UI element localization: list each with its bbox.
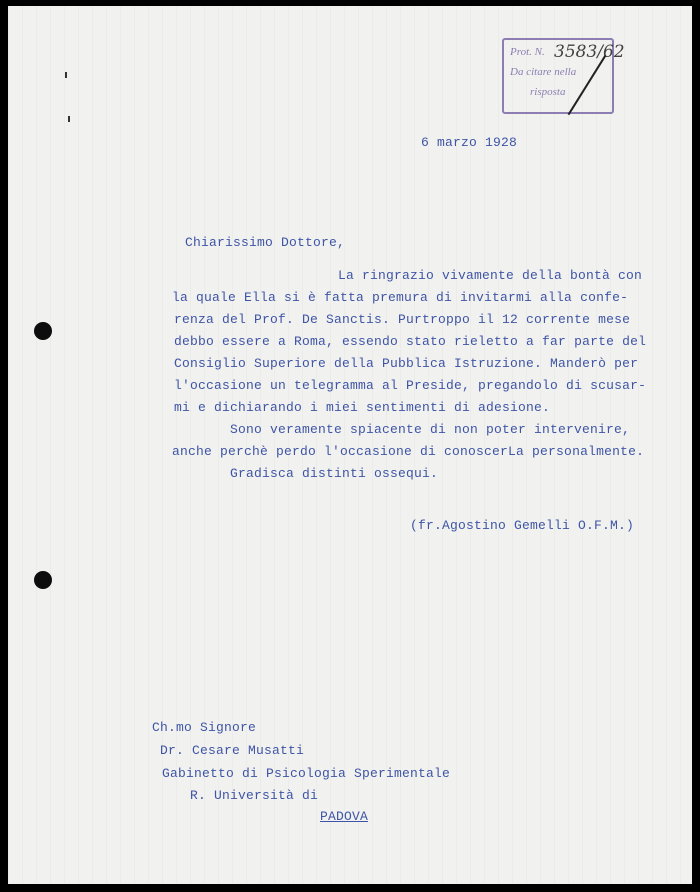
ink-mark [65, 72, 67, 78]
body-line: anche perchè perdo l'occasione di conoscerLa personalmente. [172, 444, 645, 459]
address-line: Dr. Cesare Musatti [160, 743, 305, 758]
body-line: l'occasione un telegramma al Preside, pregandolo di scusar- [174, 378, 647, 393]
salutation: Chiarissimo Dottore, [185, 235, 346, 250]
body-line: debbo essere a Roma, essendo stato rieletto a far parte del [174, 334, 647, 349]
body-line: La ringrazio vivamente della bontà con [338, 268, 643, 283]
body-line: Sono veramente spiacente di non poter intervenire, [230, 422, 631, 437]
address-line: R. Università di [190, 788, 319, 803]
stamp-label: risposta [530, 86, 566, 98]
body-line: la quale Ella si è fatta premura di invitarmi alla confe- [172, 290, 629, 305]
stamp-label: Prot. N. [510, 46, 545, 58]
stamp-label: Da citare nella [510, 66, 577, 78]
body-line: Gradisca distinti ossequi. [230, 466, 439, 481]
body-line: renza del Prof. De Sanctis. Purtroppo il 12 corrente mese [174, 312, 631, 327]
address-city: PADOVA [320, 809, 369, 824]
ink-mark [68, 116, 70, 122]
body-line: mi e dichiarando i miei sentimenti di adesione. [174, 400, 551, 415]
punch-hole [34, 571, 52, 589]
letter-date: 6 marzo 1928 [421, 135, 518, 150]
body-line: Consiglio Superiore della Pubblica Istruzione. Manderò per [174, 356, 639, 371]
address-line: Gabinetto di Psicologia Sperimentale [162, 766, 451, 781]
protocol-number: 3583/62 [554, 42, 625, 62]
letter-page [8, 6, 692, 884]
protocol-stamp [502, 38, 625, 114]
signature: (fr.Agostino Gemelli O.F.M.) [410, 518, 635, 533]
address-line: Ch.mo Signore [152, 720, 257, 735]
punch-hole [34, 322, 52, 340]
